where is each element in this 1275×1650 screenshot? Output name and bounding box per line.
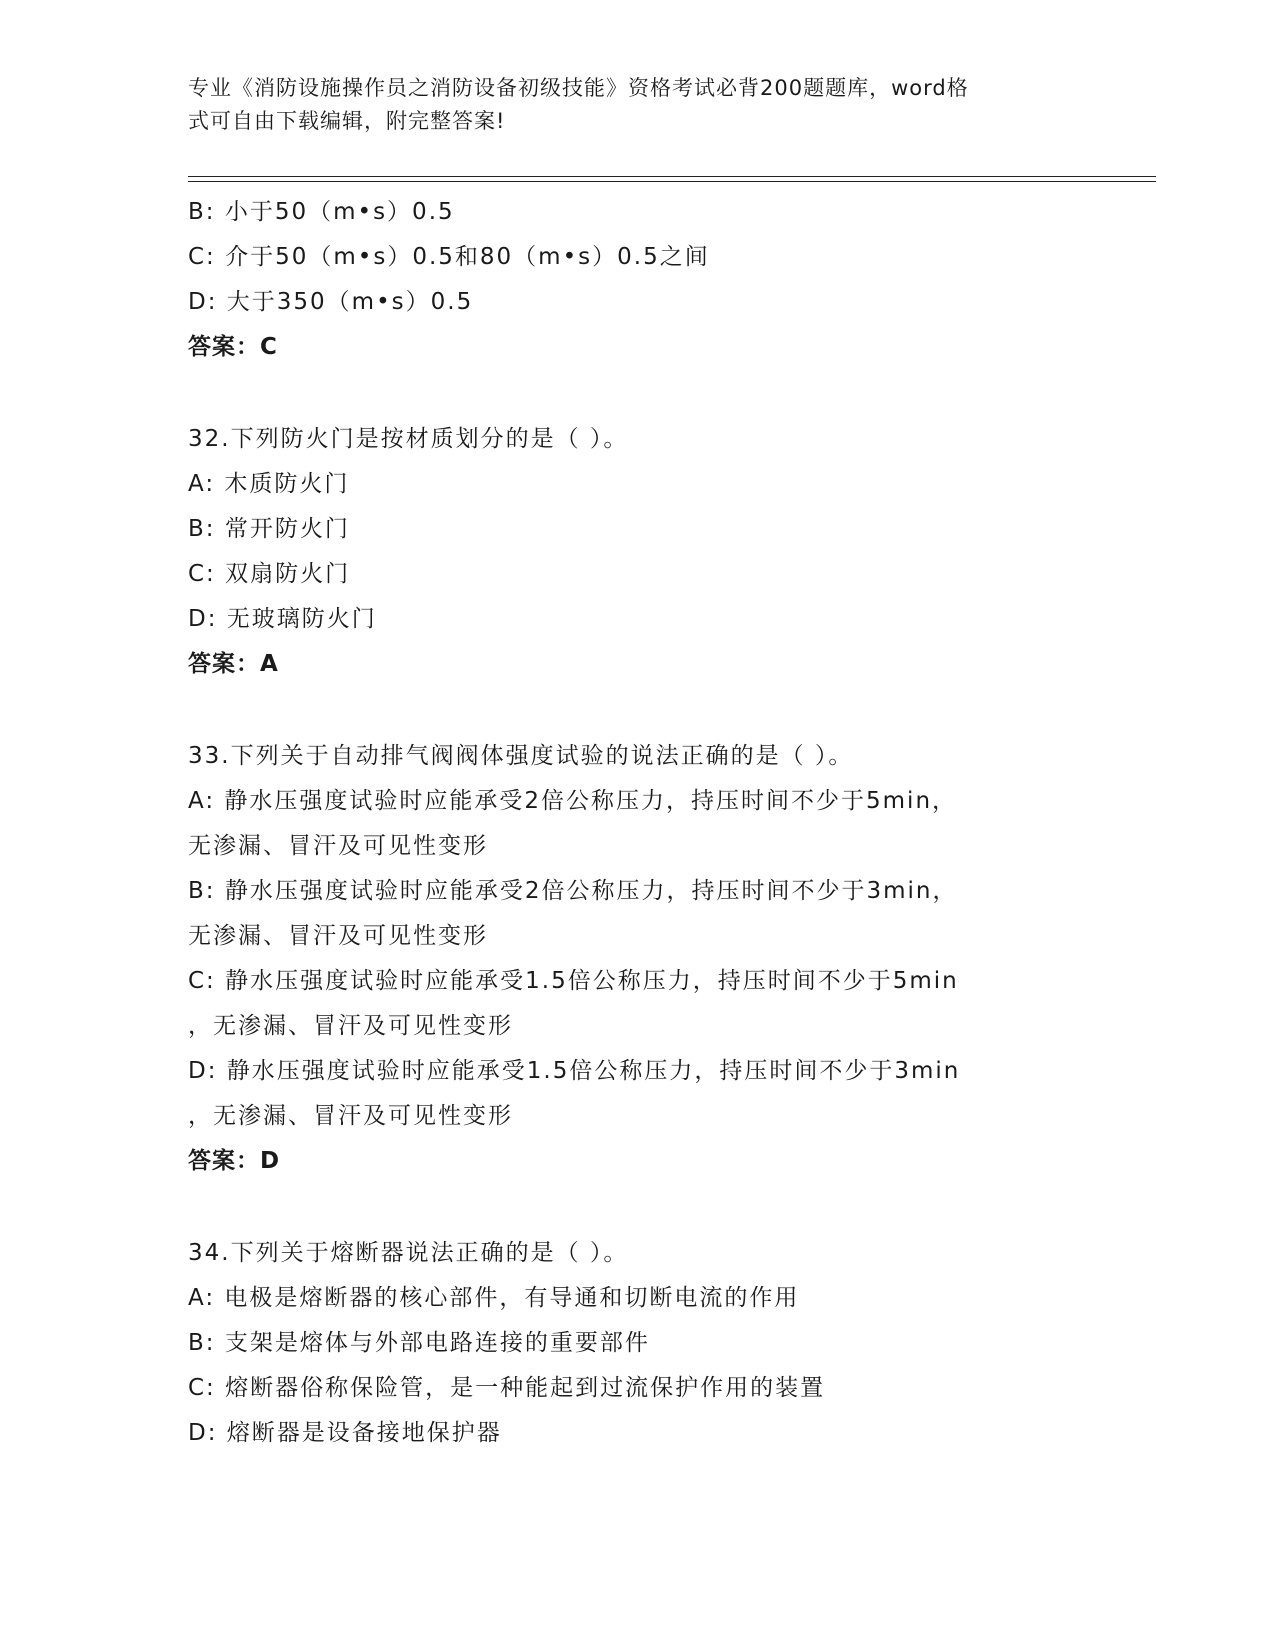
question-33 xyxy=(188,734,1108,1184)
question-list xyxy=(188,190,1108,1456)
answer-line: 答案：C xyxy=(188,334,278,360)
document-header xyxy=(188,72,1068,138)
option-b: B: 支架是熔体与外部电路连接的重要部件 xyxy=(188,1330,650,1356)
option-c: C: 双扇防火门 xyxy=(188,561,351,587)
question-32 xyxy=(188,417,1108,687)
option-c: C: 熔断器俗称保险管，是一种能起到过流保护作用的装置 xyxy=(188,1375,826,1401)
spacer xyxy=(188,687,1108,734)
option-d-continued: ，无渗漏、冒汗及可见性变形 xyxy=(188,1103,513,1129)
answer-line: 答案：A xyxy=(188,651,279,677)
option-b: B: 静水压强度试验时应能承受2倍公称压力，持压时间不少于3min， xyxy=(188,878,958,904)
option-b-continued: 无渗漏、冒汗及可见性变形 xyxy=(188,923,488,949)
option-a: A: 静水压强度试验时应能承受2倍公称压力，持压时间不少于5min， xyxy=(188,788,958,814)
option-d: D: 静水压强度试验时应能承受1.5倍公称压力，持压时间不少于3min xyxy=(188,1058,961,1084)
header-rule-top xyxy=(188,176,1156,177)
option-d: D: 大于350（m•s）0.5 xyxy=(188,289,474,315)
question-31-tail xyxy=(188,190,1108,370)
question-34 xyxy=(188,1231,1108,1456)
spacer xyxy=(188,370,1108,417)
question-stem: 34.下列关于熔断器说法正确的是（ ）。 xyxy=(188,1240,629,1266)
option-a-continued: 无渗漏、冒汗及可见性变形 xyxy=(188,833,488,859)
option-d: D: 无玻璃防火门 xyxy=(188,606,377,632)
option-a: A: 木质防火门 xyxy=(188,471,350,497)
header-line-2: 式可自由下载编辑，附完整答案! xyxy=(188,109,506,133)
option-a: A: 电极是熔断器的核心部件，有导通和切断电流的作用 xyxy=(188,1285,800,1311)
header-rule-bottom xyxy=(188,181,1156,182)
question-stem: 33.下列关于自动排气阀阀体强度试验的说法正确的是（ ）。 xyxy=(188,743,854,769)
option-c: C: 静水压强度试验时应能承受1.5倍公称压力，持压时间不少于5min xyxy=(188,968,959,994)
spacer xyxy=(188,1184,1108,1231)
option-c: C: 介于50（m•s）0.5和80（m•s）0.5之间 xyxy=(188,244,710,270)
option-c-continued: ，无渗漏、冒汗及可见性变形 xyxy=(188,1013,513,1039)
option-b: B: 小于50（m•s）0.5 xyxy=(188,199,455,225)
answer-line: 答案：D xyxy=(188,1148,281,1174)
question-stem: 32.下列防火门是按材质划分的是（ ）。 xyxy=(188,426,629,452)
option-b: B: 常开防火门 xyxy=(188,516,350,542)
option-d: D: 熔断器是设备接地保护器 xyxy=(188,1420,502,1446)
header-line-1: 专业《消防设施操作员之消防设备初级技能》资格考试必背200题题库，word格 xyxy=(188,76,969,100)
